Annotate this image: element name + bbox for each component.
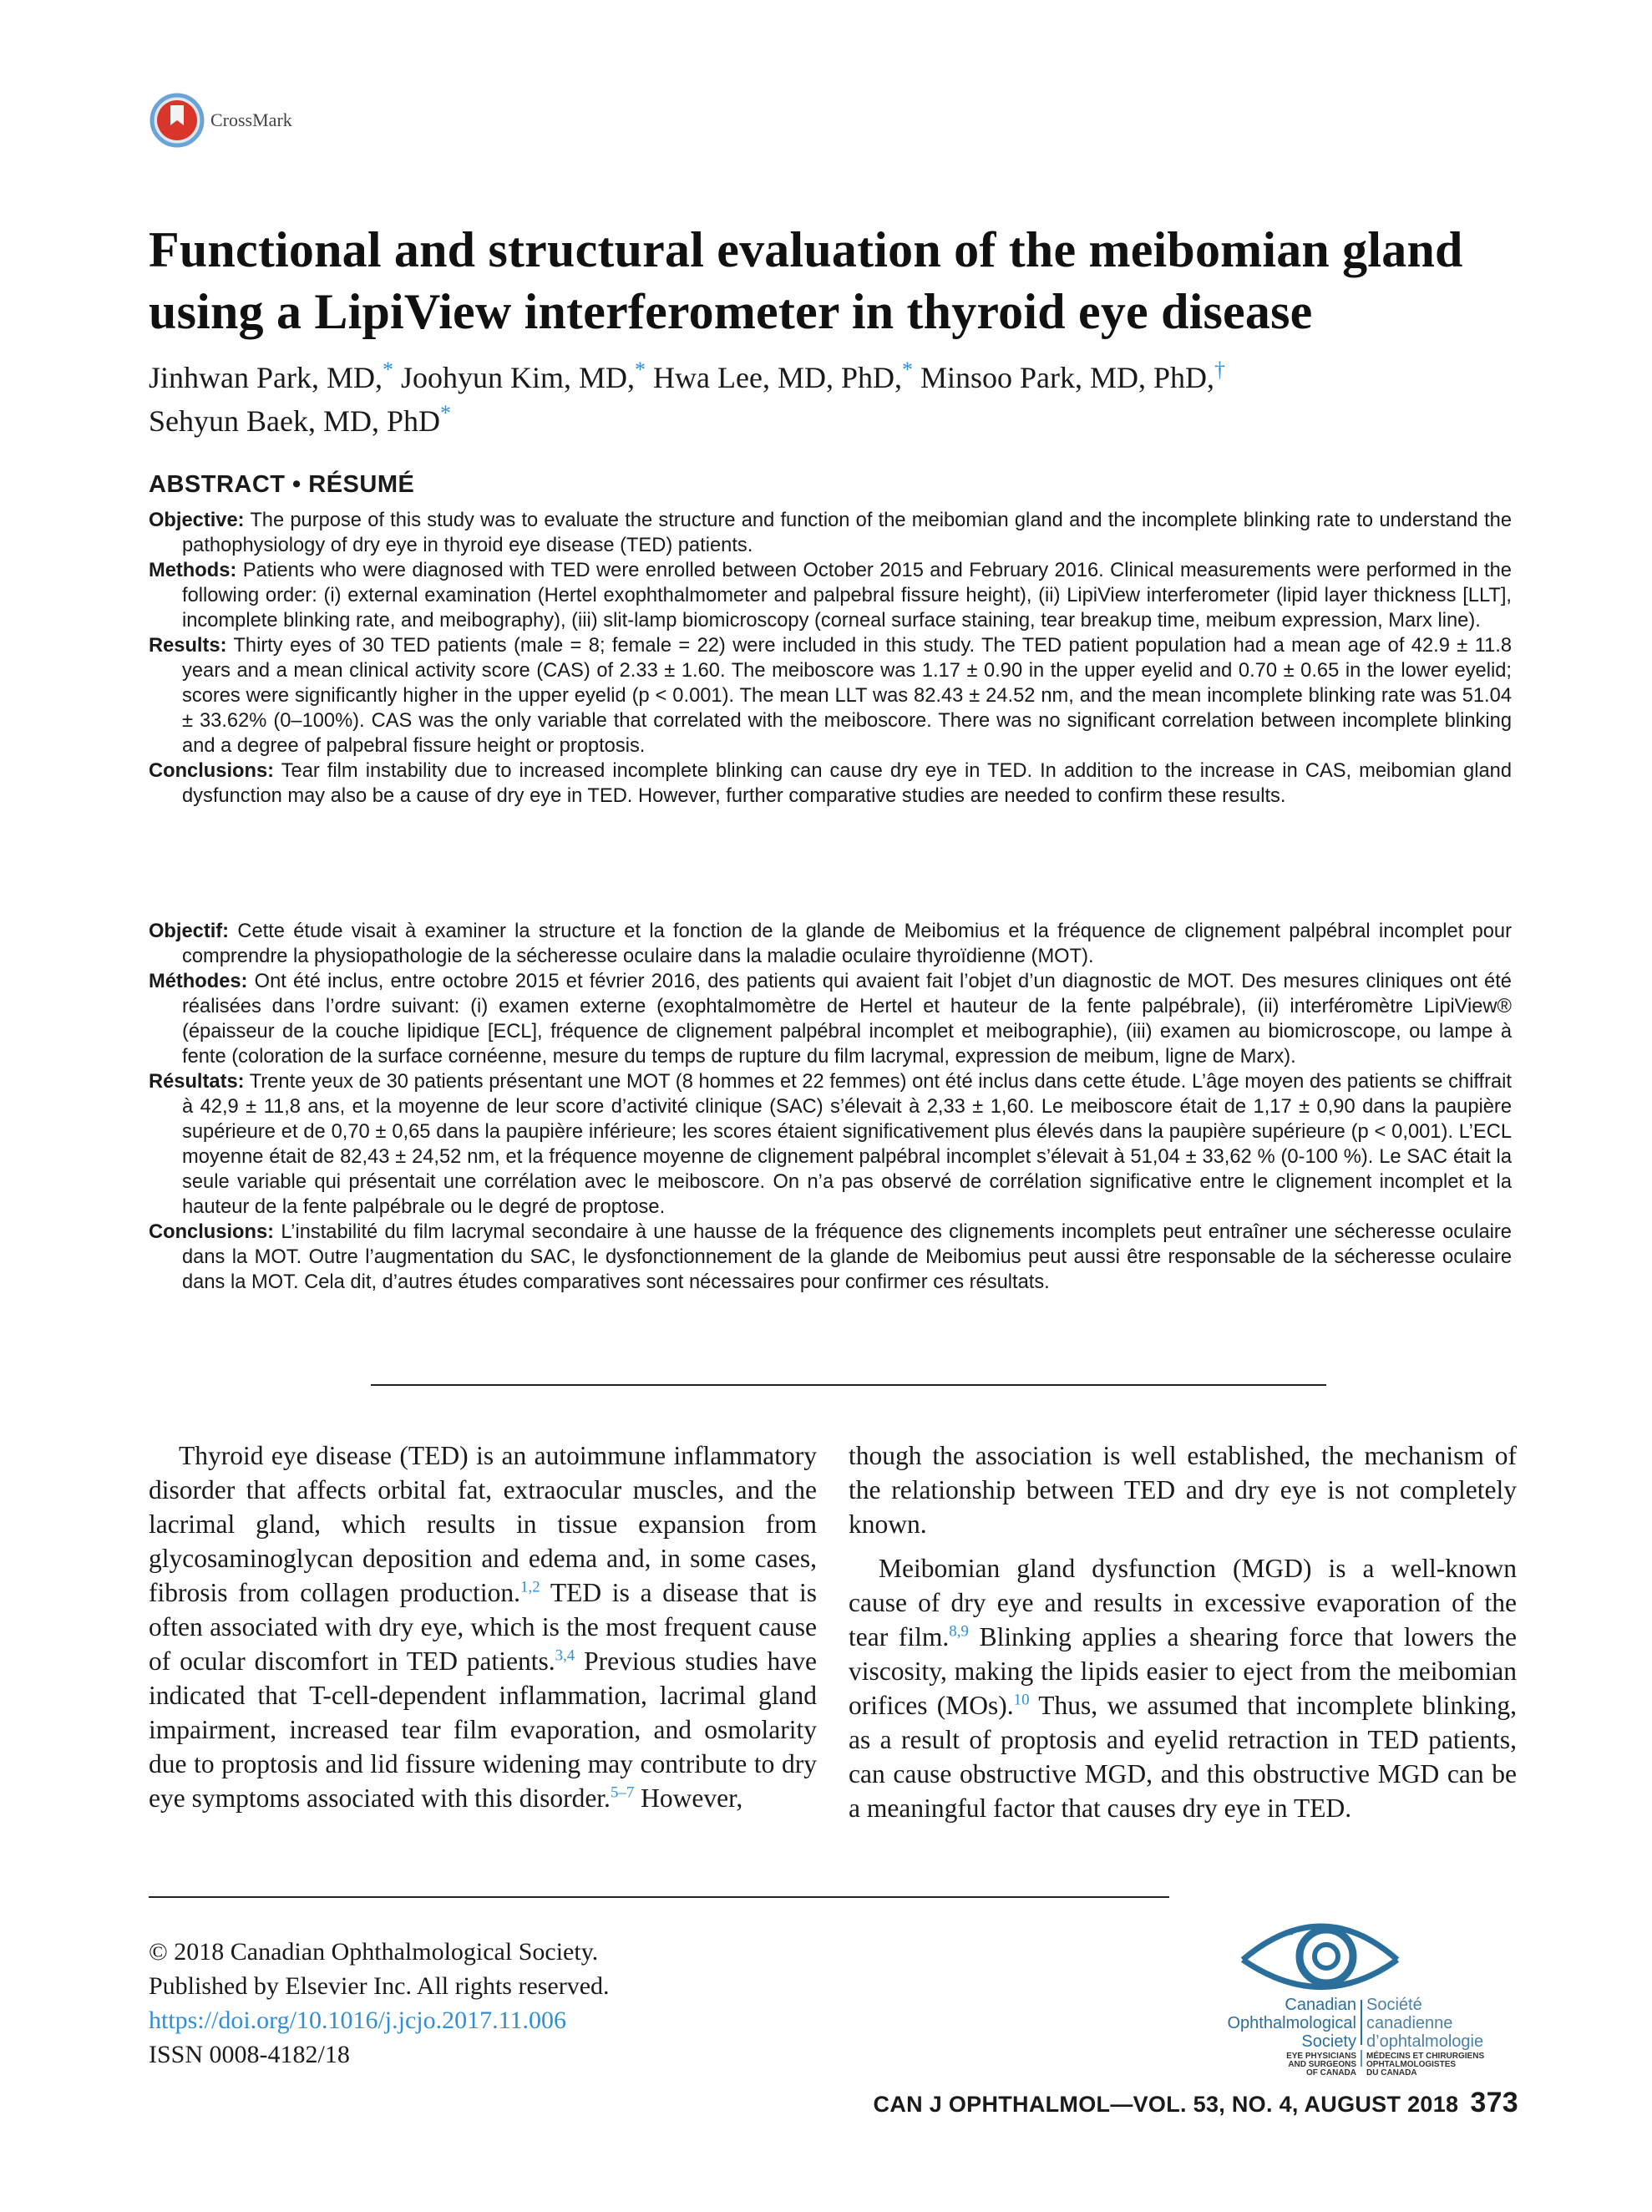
publisher-line: Published by Elsevier Inc. All rights reserved. xyxy=(149,1972,610,2000)
section-text: Ont été inclus, entre octobre 2015 et février 2016, des patients qui avaient fait l’objet d’un diagnostic de MOT. Des mesures cliniques ont été réalisées dans l’ordre suivant: (i) examen externe (exophtalmomètre de Hertel et hauteur de la fente palpébrale), (ii) interféromètre LipiView® (épaisseur de la couche lipidique [ECL], fréquence de clignement palpébral incomplet et meibographie), (iii) examen au biomicroscope, ou lampe à fente (coloration de la surface cornéenne, mesure du temps de rupture du film lacrymal, expression de meibum, ligne de Marx). xyxy=(182,971,1512,1068)
section-label: Conclusions: xyxy=(149,760,275,782)
author-name: Sehyun Baek, MD, PhD xyxy=(149,404,440,438)
author-name: Joohyun Kim, MD, xyxy=(400,361,636,394)
section-label: Objectif: xyxy=(149,921,230,942)
society-en-1: Canadian xyxy=(1285,1996,1356,2014)
author-affiliation-mark[interactable]: * xyxy=(382,358,393,382)
society-en-2: Ophthalmological xyxy=(1227,2014,1356,2032)
section-text: Thirty eyes of 30 TED patients (male = 8; female = 22) were included in this study. The TED patient population had a mean age of 42.9 ± 11.8 years and a mean clinical activity score (CAS) of 2.33 ± 1.60. The meiboscore was 1.17 ± 0.90 in the upper eyelid and 0.70 ± 0.65 in the lower eyelid; scores were significantly higher in the upper eyelid (p < 0.001). The mean LLT was 82.43 ± 24.52 nm, and the mean incomplete blinking rate was 51.04 ± 33.62% (0–100%). CAS was the only variable that correlated with the meiboscore. There was no significant correlation between incomplete blinking and a degree of palpebral fissure height or proptosis. xyxy=(182,635,1512,757)
doi-link[interactable]: https://doi.org/10.1016/j.jcjo.2017.11.006 xyxy=(149,2007,567,2034)
section-text: Patients who were diagnosed with TED were enrolled between October 2015 and February 2016. Clinical measurements were performed in the following order: (i) external examination (Hertel exophthalmometer and palpebral fissure height), (ii) LipiView interferometer (lipid layer thickness [LLT], incomplete blinking rate, and meibography), (iii) slit-lamp biomicroscopy (corneal surface staining, tear breakup time, meibum expression, Marx line). xyxy=(182,560,1512,632)
eye-logo-icon xyxy=(1184,1901,1518,2068)
body-column-right xyxy=(849,1438,1517,1825)
society-logo xyxy=(1184,1901,1518,2078)
author-affiliation-mark[interactable]: * xyxy=(440,401,451,425)
abstract-section xyxy=(149,558,1512,633)
society-sub-en-1: EYE PHYSICIANS xyxy=(1286,2052,1356,2061)
abstract-heading: ABSTRACT • RÉSUMÉ xyxy=(149,471,415,498)
author-name: Minsoo Park, MD, PhD, xyxy=(920,361,1215,394)
body-text: However, xyxy=(634,1783,743,1813)
citation-link[interactable]: 3,4 xyxy=(555,1646,575,1665)
society-sub-en-3: OF CANADA xyxy=(1306,2068,1356,2078)
author-name: Hwa Lee, MD, PhD, xyxy=(653,361,902,394)
society-fr-3: d’ophtalmologie xyxy=(1366,2032,1484,2051)
copyright-block xyxy=(149,1935,610,2072)
abstract-section xyxy=(149,969,1512,1069)
section-label: Conclusions: xyxy=(149,1221,275,1243)
section-label: Méthodes: xyxy=(149,971,248,992)
society-sub-en-2: AND SURGEONS xyxy=(1288,2060,1356,2068)
author-name: Jinhwan Park, MD, xyxy=(149,361,383,394)
section-text: L’instabilité du film lacrymal secondaire à une hausse de la fréquence des clignements incomplets peut entraîner une sécheresse oculaire dans la MOT. Outre l’augmentation du SAC, le dysfonctionnement de la glande de Meibomius peut aussi être responsable de la sécheresse oculaire dans la MOT. Cela dit, d’autres études comparatives sont nécessaires pour confirmer ces résultats. xyxy=(182,1221,1512,1293)
author-list xyxy=(149,356,1535,443)
author-affiliation-mark[interactable]: * xyxy=(635,358,646,382)
body-text: Previous studies have indicated that T-cell-dependent inflammation, lacrimal gland impairment, increased tear film evaporation, and osmolarity due to proptosis and lid fissure widening may contribute to dry eye symptoms associated with this disorder. xyxy=(149,1646,817,1813)
body-paragraph xyxy=(149,1438,817,1815)
body-text: Meibomian gland dysfunction (MGD) is a well-known cause of dry eye and results in excessive evaporation of the tear film. xyxy=(849,1554,1517,1651)
section-text: Tear film instability due to increased incomplete blinking can cause dry eye in TED. In addition to the increase in CAS, meibomian gland dysfunction may also be a cause of dry eye in TED. However, further comparative studies are needed to confirm these results. xyxy=(182,760,1513,807)
society-sub-fr-1: MÉDECINS ET CHIRURGIENS xyxy=(1366,2052,1485,2061)
body-text: Thyroid eye disease (TED) is an autoimmune inflammatory disorder that affects orbital fat, extraocular muscles, and the lacrimal gland, which results in tissue expansion from glycosaminoglycan deposition and edema and, in some cases, fibrosis from collagen production. xyxy=(149,1441,817,1607)
citation-link[interactable]: 8,9 xyxy=(949,1622,969,1641)
abstract-english xyxy=(149,508,1512,809)
society-fr-2: canadienne xyxy=(1366,2014,1453,2032)
body-text: Thus, we assumed that incomplete blinking, as a result of proptosis and eyelid retraction in TED patients, can cause obstructive MGD, and this obstructive MGD can be a meaningful factor that causes dry eye in TED. xyxy=(849,1691,1517,1823)
article-title: Functional and structural evaluation of the meibomian gland using a LipiView interferometer in thyroid eye disease xyxy=(149,222,1463,339)
journal-citation: CAN J OPHTHALMOL—VOL. 53, NO. 4, AUGUST 2018 xyxy=(873,2092,1459,2117)
abstract-section xyxy=(149,758,1512,809)
body-text: Blinking applies a shearing force that lowers the viscosity, making the lipids easier to eject from the meibomian orifices (MOs). xyxy=(849,1622,1517,1720)
citation-link[interactable]: 1,2 xyxy=(520,1578,540,1596)
crossmark-icon xyxy=(149,92,205,149)
abstract-section xyxy=(149,1069,1512,1220)
abstract-section xyxy=(149,633,1512,758)
abstract-section xyxy=(149,1220,1512,1295)
body-paragraph: though the association is well established, the mechanism of the relationship between TED and dry eye is not completely known. xyxy=(849,1441,1517,1539)
section-label: Results: xyxy=(149,635,227,657)
author-affiliation-mark[interactable]: † xyxy=(1214,358,1226,382)
page-number: 373 xyxy=(1470,2087,1518,2118)
section-label: Methods: xyxy=(149,560,237,581)
section-text: Trente yeux de 30 patients présentant une MOT (8 hommes et 22 femmes) ont été inclus dans cette étude. L’âge moyen des patients se chiffrait à 42,9 ± 11,8 ans, et la moyenne de leur score d’activité clinique (SAC) s’élevait à 2,33 ± 1,60. Le meiboscore était de 1,17 ± 0,90 dans la paupière supérieure et de 0,70 ± 0,65 dans la paupière inférieure; les scores étaient significativement plus élevés dans la paupière supérieure (p < 0,001). L’ECL moyenne était de 82,43 ± 24,52 nm, et la fréquence moyenne de clignement palpébral incomplet s’élevait à 51,04 ± 33,62 % (0-100 %). Le SAC était la seule variable qui présentait une corrélation avec le meiboscore. On n’a pas observé de corrélation significative entre le clignement incomplet et la hauteur de la fente palpébrale ou le degré de proptose. xyxy=(182,1071,1512,1218)
citation-link[interactable]: 5–7 xyxy=(610,1783,635,1802)
section-label: Résultats: xyxy=(149,1071,245,1093)
abstract-section xyxy=(149,919,1512,969)
section-label: Objective: xyxy=(149,510,245,531)
society-fr-1: Société xyxy=(1366,1996,1422,2014)
body-column-left xyxy=(149,1438,817,1815)
section-text: Cette étude visait à examiner la structure et la fonction de la glande de Meibomius et la fréquence de clignement palpébral incomplet pour comprendre la physiopathologie de la sécheresse oculaire dans la maladie oculaire thyroïdienne (MOT). xyxy=(182,921,1512,967)
abstract-section xyxy=(149,508,1512,558)
society-sub-fr-3: DU CANADA xyxy=(1366,2068,1417,2078)
citation-link[interactable]: 10 xyxy=(1013,1691,1030,1709)
author-affiliation-mark[interactable]: * xyxy=(901,358,913,382)
copyright-line: © 2018 Canadian Ophthalmological Society. xyxy=(149,1938,599,1966)
journal-footer xyxy=(827,2087,1518,2119)
body-text: TED is a disease that is often associated with dry eye, which is the most frequent cause of ocular discomfort in TED patients. xyxy=(149,1578,817,1676)
society-en-3: Society xyxy=(1301,2032,1356,2051)
section-text: The purpose of this study was to evaluate the structure and function of the meibomian gland and the incomplete blinking rate to understand the pathophysiology of dry eye in thyroid eye disease (TED) patients. xyxy=(182,510,1512,556)
society-sub-fr-2: OPHTALMOLOGISTES xyxy=(1366,2060,1457,2068)
issn-line: ISSN 0008-4182/18 xyxy=(149,2041,350,2068)
abstract-french xyxy=(149,919,1512,1295)
footnote-divider xyxy=(149,1896,1169,1898)
crossmark-label: CrossMark xyxy=(210,109,292,130)
crossmark-badge[interactable] xyxy=(149,92,292,149)
body-paragraph xyxy=(849,1551,1517,1825)
abstract-divider xyxy=(371,1384,1326,1386)
